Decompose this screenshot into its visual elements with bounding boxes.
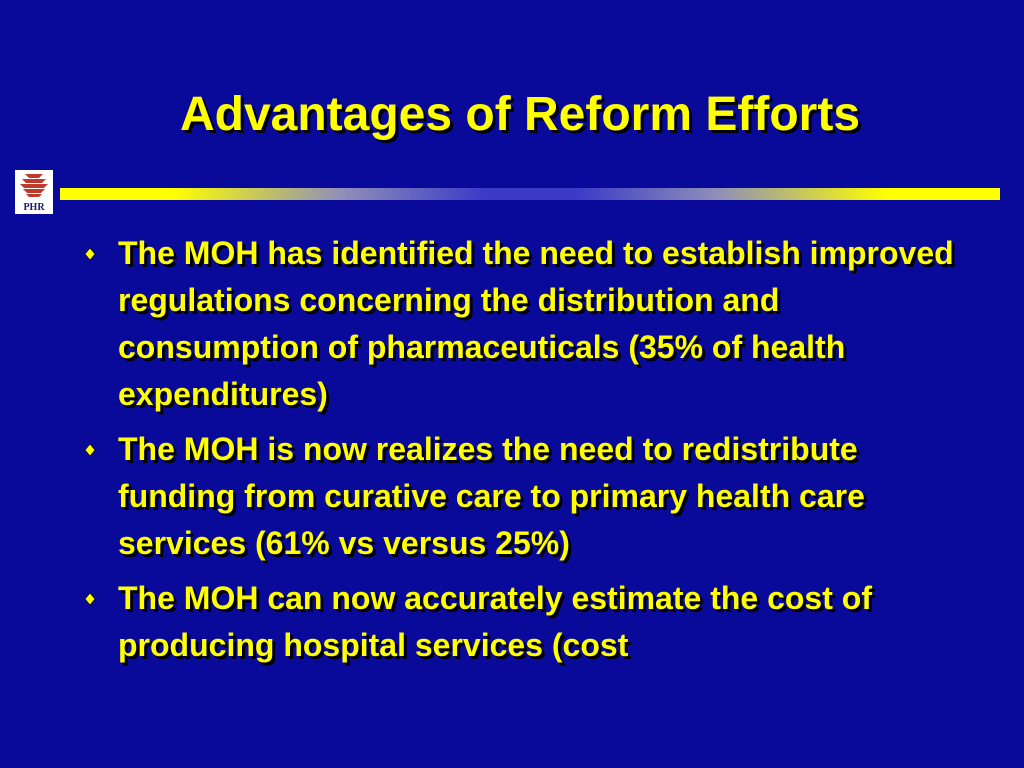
diamond-bullet-icon [84, 592, 96, 606]
diamond-bullet-icon [84, 443, 96, 457]
bullet-list [0, 230, 1024, 677]
bullet-item [0, 426, 1024, 567]
phr-logo-icon [15, 170, 53, 214]
bullet-text: The MOH is now realizes the need to redistribute funding from curative care to primary health care services (61% vs versus 25%) [118, 431, 865, 561]
bullet-item [0, 575, 1024, 669]
bullet-text: The MOH can now accurately estimate the cost of producing hospital services (cost [118, 580, 872, 663]
logo-text: PHR [23, 202, 45, 213]
slide-title: Advantages of Reform Efforts [179, 88, 861, 141]
title-divider [60, 188, 1000, 200]
bullet-text: The MOH has identified the need to establish improved regulations concerning the distribution and consumption of pharmaceuticals (35% of health expenditures) [118, 235, 954, 412]
bullet-item [0, 230, 1024, 418]
diamond-bullet-icon [84, 247, 96, 261]
